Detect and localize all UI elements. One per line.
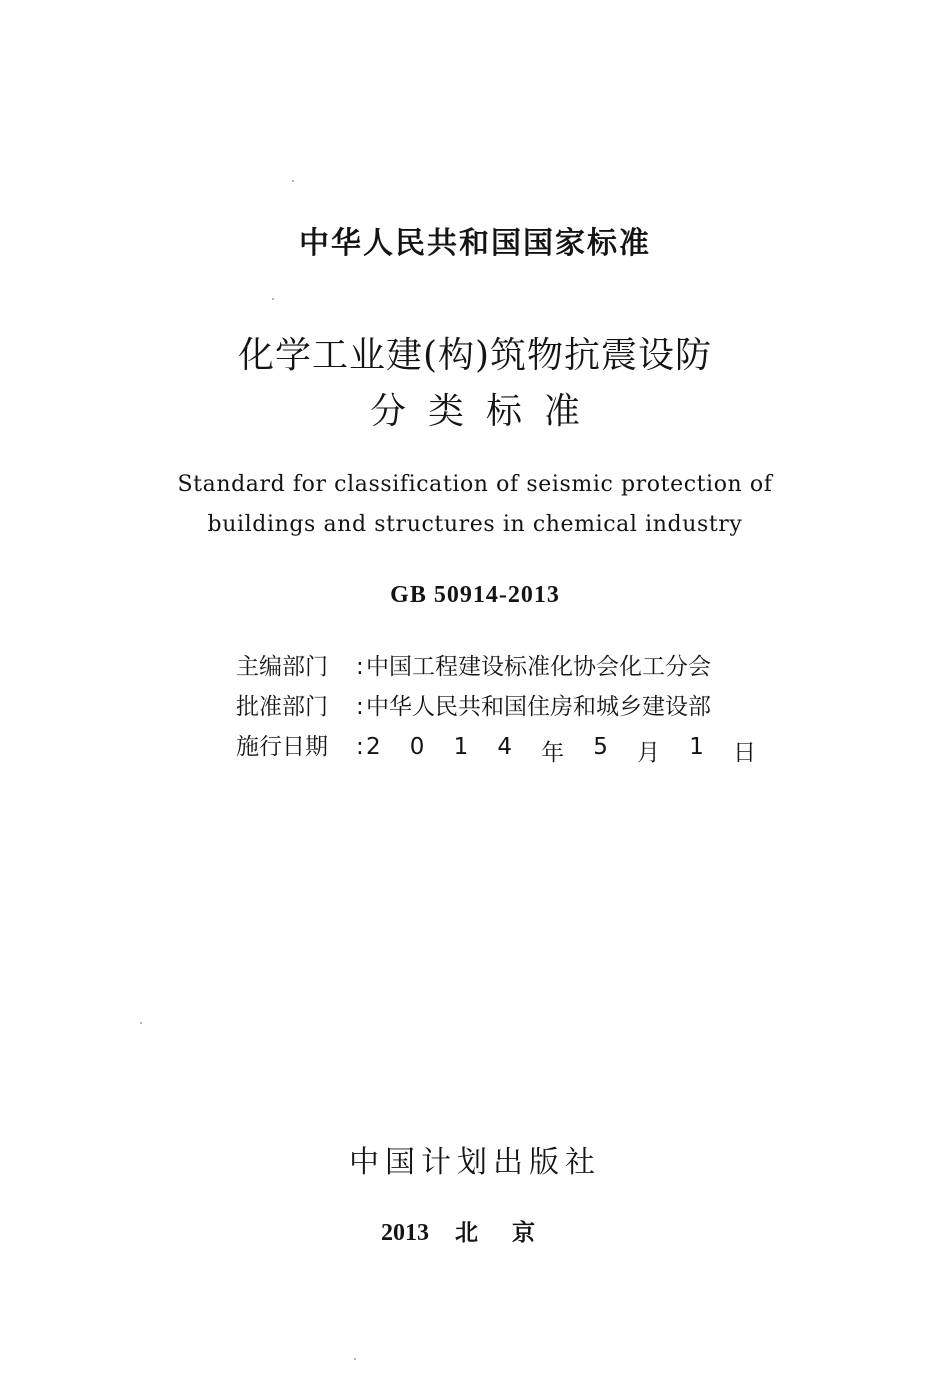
scan-speck <box>272 298 274 300</box>
publication-year-place <box>0 1214 950 1247</box>
date-digit-year-2: 0 <box>409 734 425 760</box>
editor-label: 主编部门 <box>236 654 328 680</box>
effective-date-row <box>236 728 776 768</box>
approver-label: 批准部门 <box>236 694 328 720</box>
national-standard-heading: 中华人民共和国国家标准 <box>299 226 651 261</box>
publication-info <box>236 648 776 768</box>
editor-value: 中国工程建设标准化协会化工分会 <box>366 654 711 680</box>
publication-year: 2013 <box>381 1220 429 1246</box>
scan-speck <box>354 1358 356 1360</box>
approver-value: 中华人民共和国住房和城乡建设部 <box>366 694 711 720</box>
effective-date-label: 施行日期 <box>236 734 328 760</box>
approver-colon: : <box>356 694 364 720</box>
editor-colon: : <box>356 654 364 680</box>
date-digit-year-3: 1 <box>453 734 469 760</box>
standard-code: GB 50914-2013 <box>390 582 560 608</box>
effective-date-value <box>366 734 756 767</box>
date-digit-year-4: 4 <box>497 734 512 760</box>
english-title-line-1: Standard for classification of seismic protection of <box>177 472 773 497</box>
editor-row <box>236 648 776 688</box>
scan-speck <box>140 1022 142 1024</box>
date-day-digit: 1 <box>689 734 704 760</box>
approver-row <box>236 688 776 728</box>
chinese-title-line-2: 分类标准 <box>369 391 602 432</box>
effective-date-colon: : <box>356 734 364 760</box>
publisher-name: 中国计划出版社 <box>349 1145 601 1180</box>
publication-city: 北京 <box>455 1220 569 1246</box>
date-digit-year-1: 2 <box>366 734 381 760</box>
date-day-char: 日 <box>732 740 756 766</box>
date-month-char: 月 <box>637 740 661 766</box>
date-year-char: 年 <box>541 740 565 766</box>
english-title-line-2: buildings and structures in chemical industry <box>207 512 743 537</box>
date-month-digit: 5 <box>593 734 608 760</box>
scan-speck <box>292 180 294 182</box>
chinese-title-line-1: 化学工业建(构)筑物抗震设防 <box>237 335 713 376</box>
